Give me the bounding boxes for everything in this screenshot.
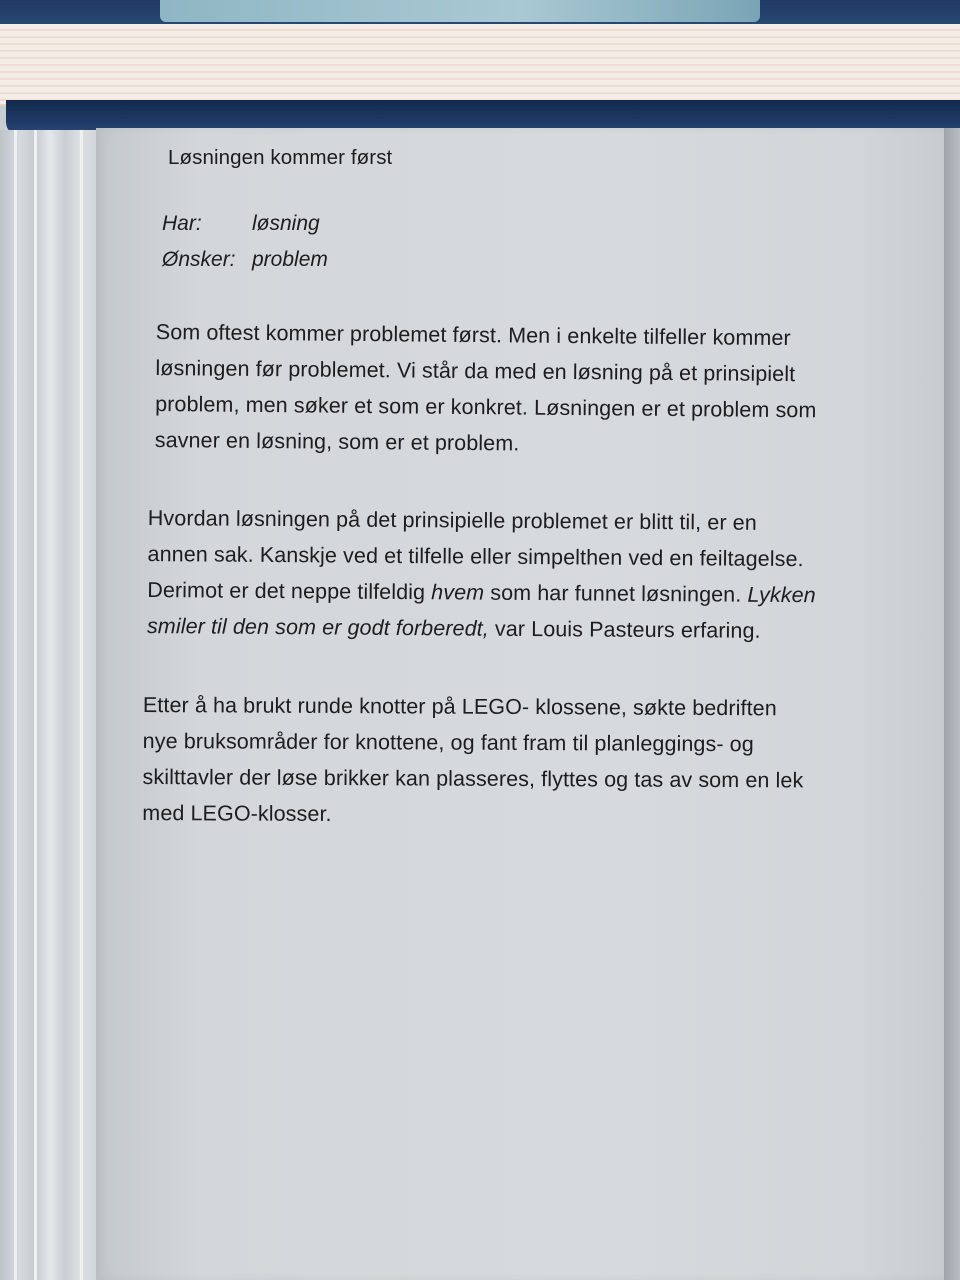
page-edge-line: [80, 130, 83, 1280]
paragraph-3: [142, 687, 883, 835]
text-line: skilttavler der løse brikker kan plasseres, flyttes og tas av som en lek: [142, 764, 804, 793]
has-label: Har:: [162, 212, 202, 235]
text-line: med LEGO-klosser.: [142, 800, 332, 826]
text-run: Derimot er det neppe tilfeldig: [147, 577, 432, 605]
wants-value: problem: [252, 248, 328, 271]
text-line: problem, men søker et som er konkret. Løsningen er et problem som: [155, 391, 817, 423]
right-page-edge: [944, 128, 960, 1280]
section-heading: Løsningen kommer først: [168, 146, 393, 169]
text-line: løsningen før problemet. Vi står da med en løsning på et prinsipielt: [155, 355, 796, 387]
has-value: løsning: [252, 212, 320, 235]
paragraph-2: [147, 500, 888, 650]
has-row: [162, 212, 320, 236]
emphasis-quote: smiler til den som er godt forberedt,: [146, 613, 489, 641]
book-page-edges: [0, 24, 960, 106]
text-line: savner en løsning, som er et problem.: [154, 427, 520, 456]
text-line: [147, 608, 887, 650]
wants-label: Ønsker:: [162, 248, 236, 271]
paragraph-1: [155, 314, 896, 465]
wants-row: [162, 248, 328, 272]
book-cover-illustration: [160, 0, 760, 22]
text-line: Hvordan løsningen på det prinsipielle problemet er blitt til, er en: [147, 505, 757, 535]
page-edge-line: [14, 130, 17, 1280]
text-line: Som oftest kommer problemet først. Men i enkelte tilfeller kommer: [155, 319, 791, 351]
text-line: [147, 572, 887, 614]
text-run: som har funnet løsningen.: [484, 580, 748, 607]
emphasis-quote: Lykken: [747, 582, 816, 608]
top-closed-book: [0, 0, 960, 138]
text-run: var Louis Pasteurs erfaring.: [488, 616, 761, 643]
text-line: annen sak. Kanskje ved et tilfelle eller simpelthen ved en feiltagelse.: [147, 541, 804, 572]
text-line: nye bruksområder for knottene, og fant fram til planleggings- og: [142, 728, 754, 757]
text-line: Etter å ha brukt runde knotter på LEGO- klossene, søkte bedriften: [142, 692, 777, 721]
emphasis-hvem: hvem: [431, 580, 485, 605]
page-edge-line: [34, 130, 37, 1280]
